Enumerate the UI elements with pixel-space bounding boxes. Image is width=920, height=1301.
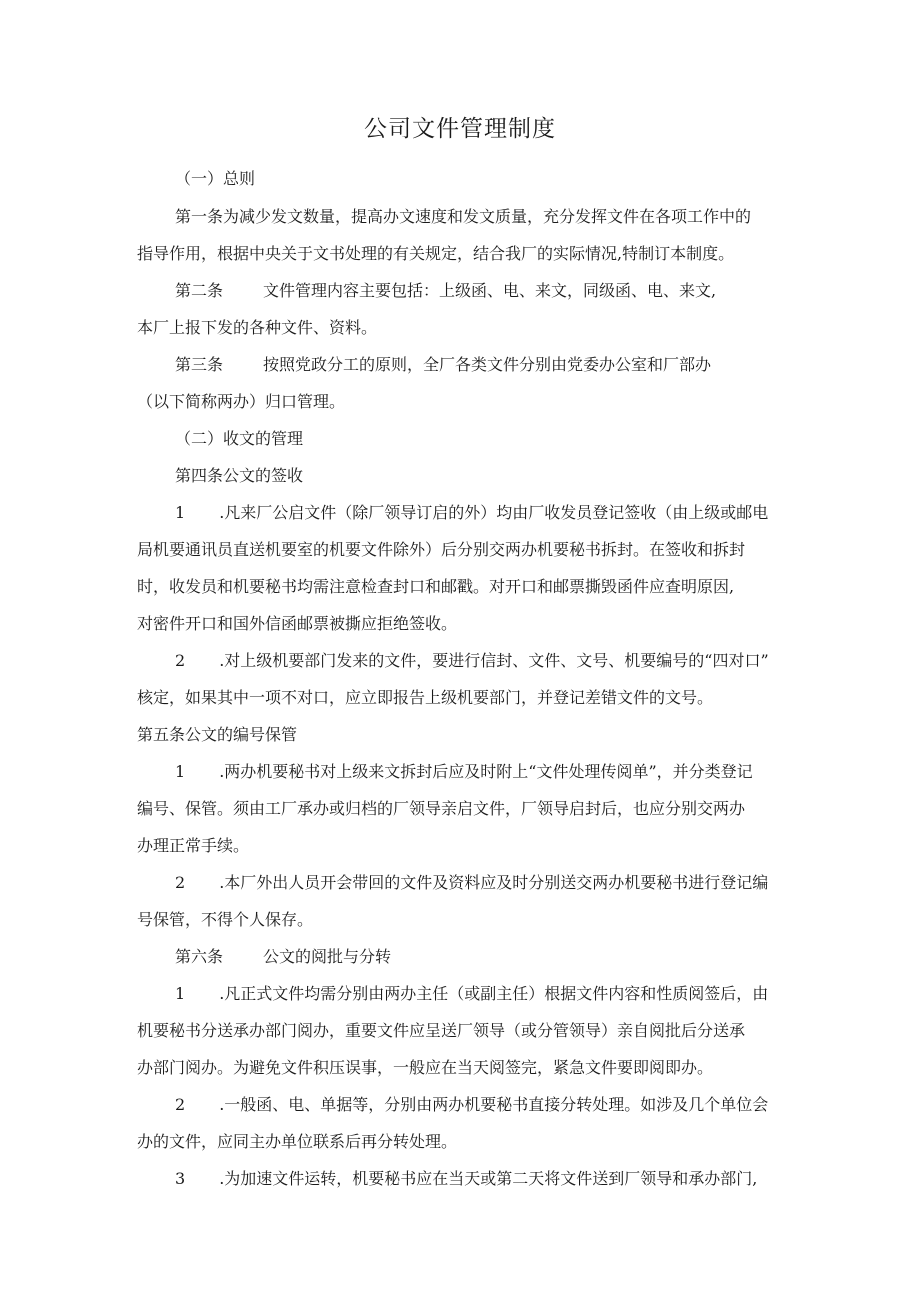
- article-6-label: 第六条: [175, 947, 224, 966]
- item-number: 1: [175, 984, 186, 1003]
- article-4-item-1-line-3: 时，收发员和机要秘书均需注意检查封口和邮戳。对开口和邮票撕毁函件应查明原因,: [137, 577, 735, 596]
- article-5-item-1-line-3: 办理正常手续。: [137, 836, 250, 855]
- article-4-item-1-line-2: 局机要通讯员直送机要室的机要文件除外）后分别交两办机要秘书拆封。在签收和拆封: [137, 540, 746, 559]
- section-heading-general: （一）总则: [175, 169, 256, 188]
- article-2-line-2: 本厂上报下发的各种文件、资料。: [137, 318, 378, 337]
- article-1-line-1: 第一条为减少发文数量，提高办文速度和发文质量，充分发挥文件在各项工作中的: [175, 207, 752, 226]
- article-6-title: 公文的阅批与分转: [263, 947, 392, 966]
- item-number: 1: [175, 503, 186, 522]
- article-4-item-2-line-1: [175, 642, 835, 679]
- article-5-heading: 第五条公文的编号保管: [137, 725, 298, 744]
- item-number: 3: [175, 1169, 186, 1188]
- item-number: 1: [175, 762, 186, 781]
- item-text: .凡来厂公启文件（除厂领导订启的外）均由厂收发员登记签收（由上级或邮电: [219, 503, 769, 522]
- article-3-line-2: （以下简称两办）归口管理。: [137, 392, 346, 411]
- article-6-item-2-line-2: 办的文件，应同主办单位联系后再分转处理。: [137, 1132, 458, 1151]
- article-6-item-1-line-2: 机要秘书分送承办部门阅办，重要文件应呈送厂领导（或分管领导）亲自阅批后分送承: [137, 1021, 746, 1040]
- article-4-item-2-line-2: 核定，如果其中一项不对口，应立即报告上级机要部门，并登记差错文件的文号。: [137, 688, 714, 707]
- article-6-item-1-line-1: [175, 975, 835, 1012]
- item-number: 2: [175, 1095, 186, 1114]
- article-5-item-1-line-2: 编号、保管。须由工厂承办或归档的厂领导亲启文件，厂领导启封后，也应分别交两办: [137, 799, 746, 818]
- article-5-item-2-line-2: 号保管，不得个人保存。: [137, 910, 314, 929]
- article-3-label: 第三条: [175, 355, 224, 374]
- item-text: .对上级机要部门发来的文件，要进行信封、文件、文号、机要编号的“四对口”: [219, 651, 769, 670]
- article-6-item-3-line-1: [175, 1160, 835, 1197]
- article-4-heading: 第四条公文的签收: [175, 466, 304, 485]
- article-3-text: 按照党政分工的原则，全厂各类文件分别由党委办公室和厂部办: [263, 355, 712, 374]
- article-4-item-1-line-4: 对密件开口和国外信函邮票被撕应拒绝签收。: [137, 614, 458, 633]
- item-text: .一般函、电、单据等，分别由两办机要秘书直接分转处理。如涉及几个单位会: [219, 1095, 769, 1114]
- article-3-line-1: [175, 346, 835, 383]
- section-heading-receiving: （二）收文的管理: [175, 429, 304, 448]
- item-text: .凡正式文件均需分别由两办主任（或副主任）根据文件内容和性质阅签后，由: [219, 984, 769, 1003]
- article-2-text: 文件管理内容主要包括：上级函、电、来文，同级函、电、来文,: [263, 281, 717, 300]
- article-2-label: 第二条: [175, 281, 224, 300]
- article-2-line-1: [175, 272, 835, 309]
- item-text: .两办机要秘书对上级来文拆封后应及时附上“文件处理传阅单”，并分类登记: [219, 762, 753, 781]
- item-number: 2: [175, 651, 186, 670]
- article-6-item-1-line-3: 办部门阅办。为避免文件积压误事，一般应在当天阅签完，紧急文件要即阅即办。: [137, 1058, 714, 1077]
- item-text: .本厂外出人员开会带回的文件及资料应及时分别送交两办机要秘书进行登记编: [219, 873, 769, 892]
- article-6-heading: [175, 938, 835, 975]
- article-5-item-1-line-1: [175, 753, 835, 790]
- article-6-item-2-line-1: [175, 1086, 835, 1123]
- article-1-line-2: 指导作用，根据中央关于文书处理的有关规定，结合我厂的实际情况,特制订本制度。: [137, 244, 735, 263]
- item-text: .为加速文件运转，机要秘书应在当天或第二天将文件送到厂领导和承办部门,: [219, 1169, 758, 1188]
- item-number: 2: [175, 873, 186, 892]
- document-title: 公司文件管理制度: [364, 116, 556, 142]
- article-4-item-1-line-1: [175, 494, 835, 531]
- article-5-item-2-line-1: [175, 864, 835, 901]
